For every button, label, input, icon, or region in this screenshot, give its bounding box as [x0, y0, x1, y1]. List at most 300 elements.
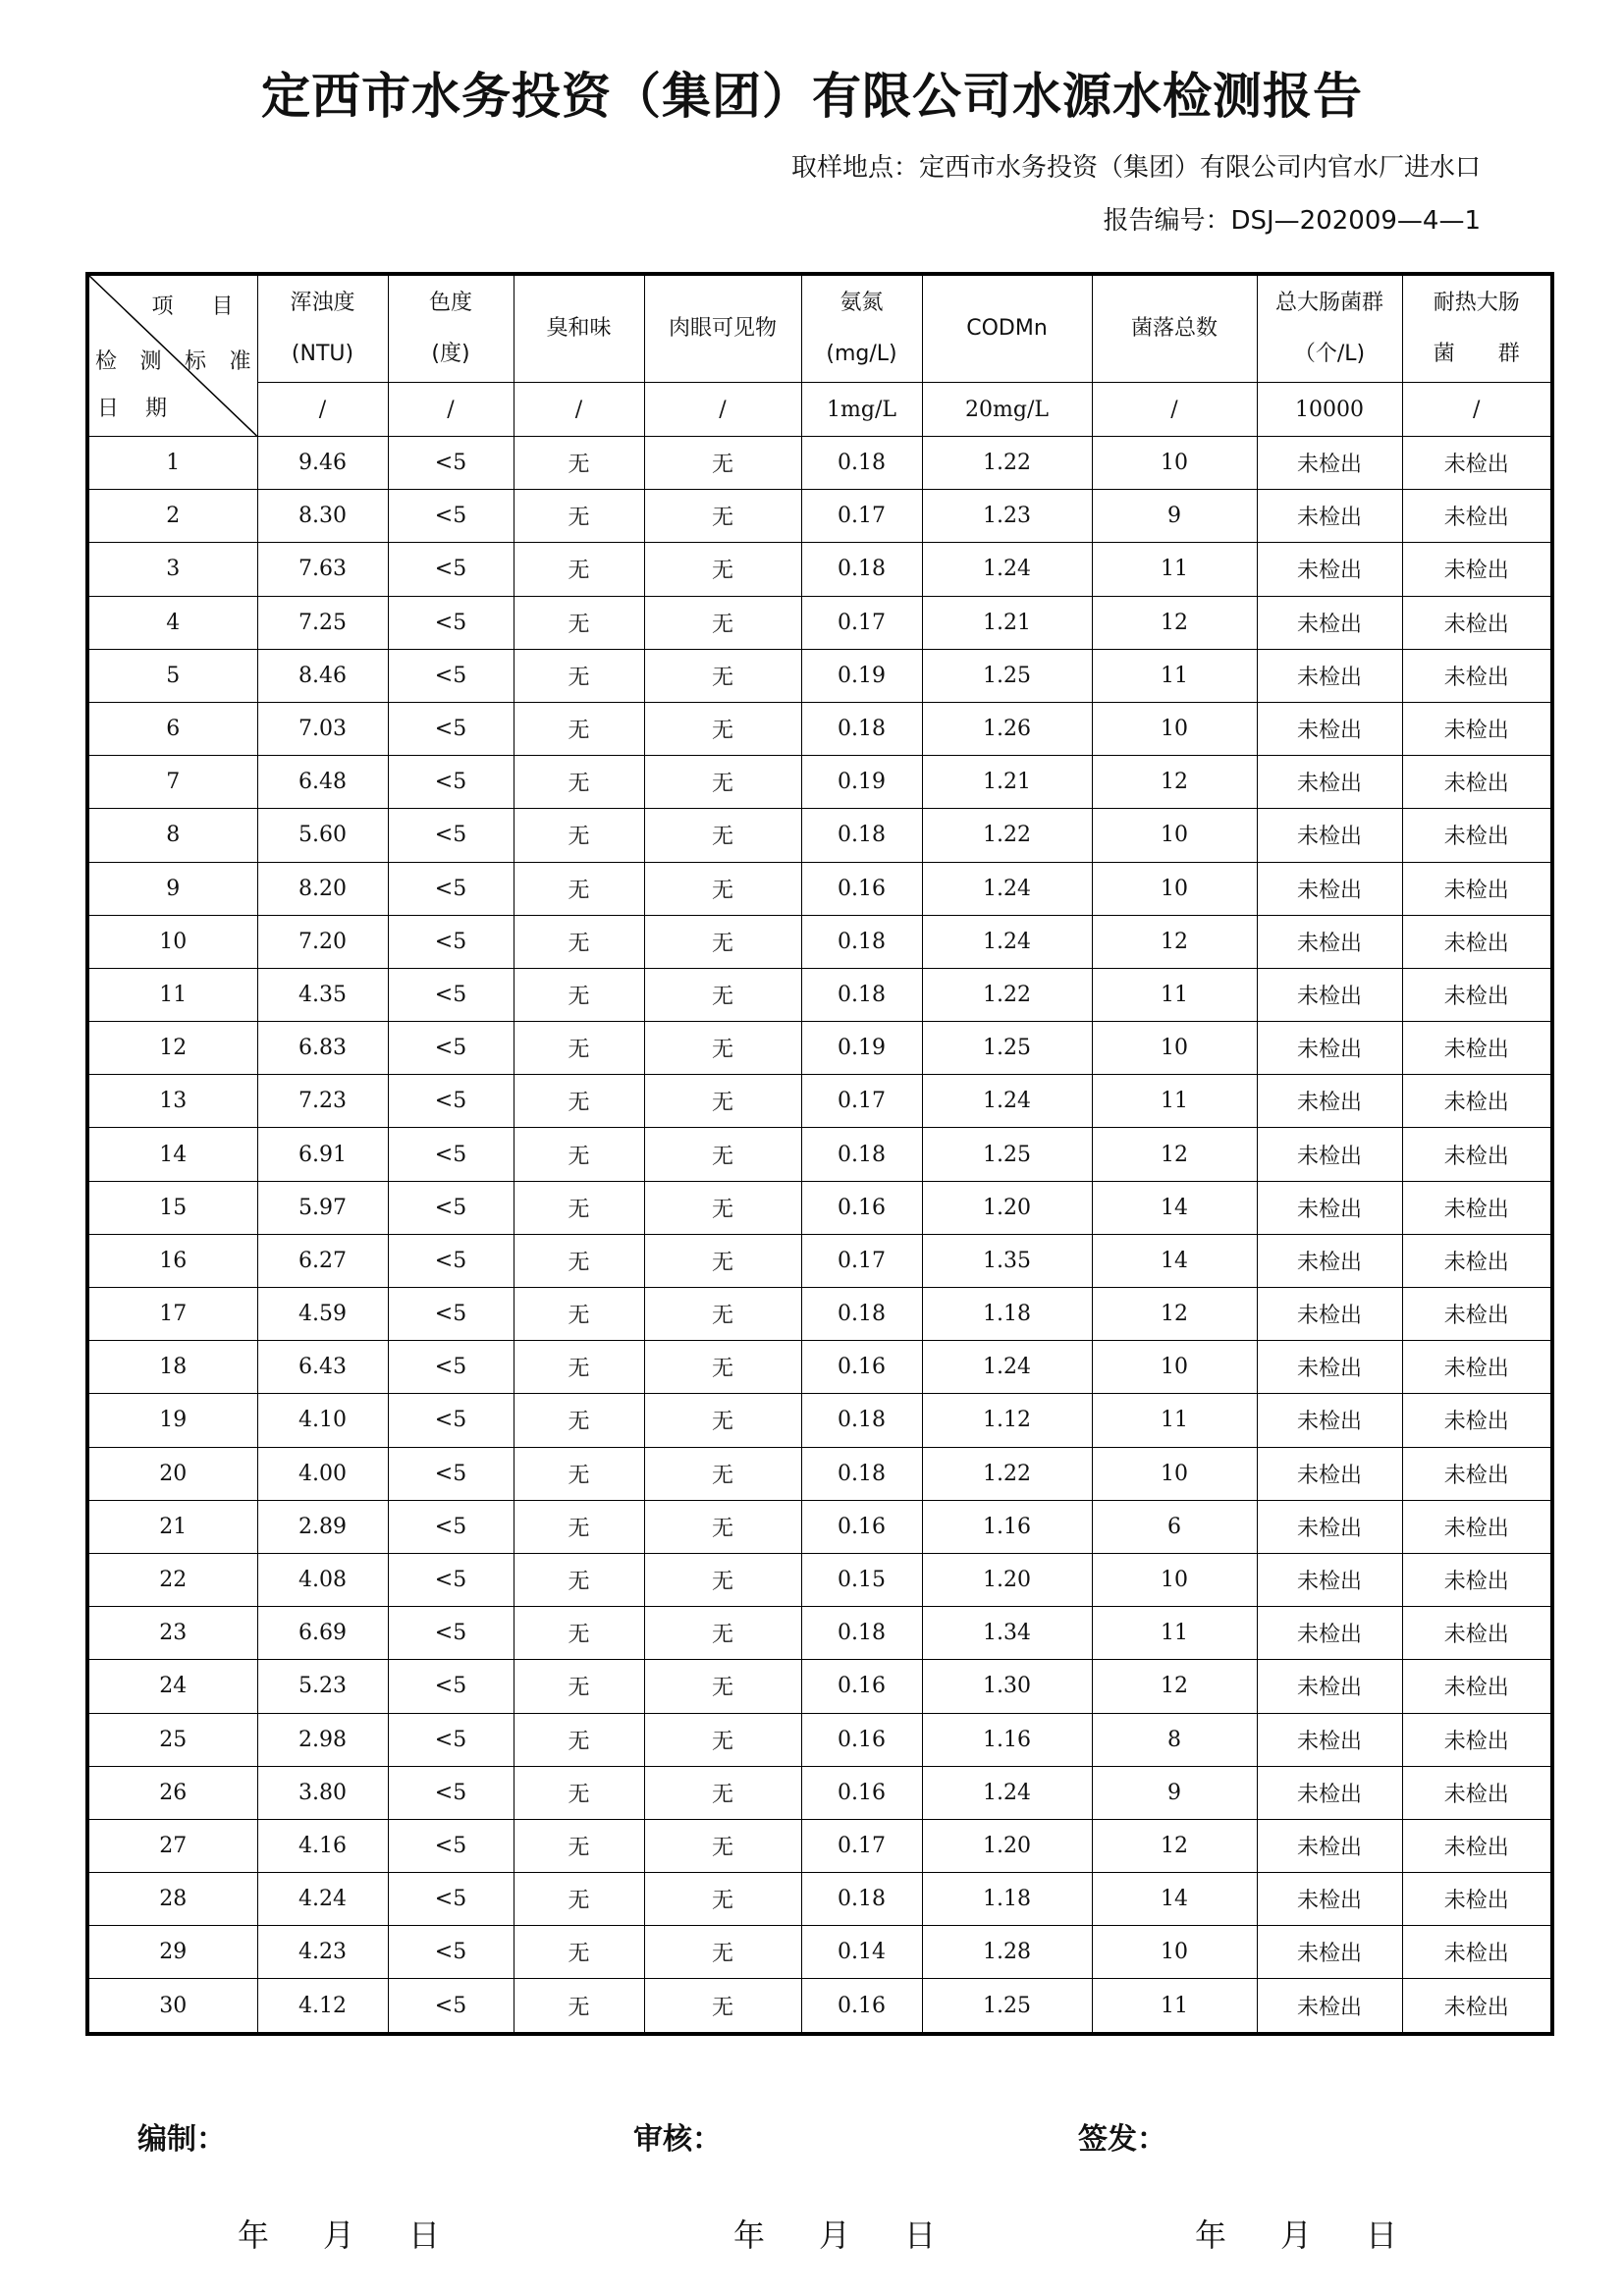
value-cell: <5: [388, 1075, 514, 1128]
value-cell: 0.14: [801, 1926, 922, 1979]
value-cell: 1.22: [922, 1447, 1092, 1500]
value-cell: 未检出: [1402, 915, 1552, 968]
value-cell: 无: [514, 1819, 644, 1872]
value-cell: 6.91: [257, 1128, 388, 1181]
value-cell: <5: [388, 968, 514, 1021]
value-cell: 7.20: [257, 915, 388, 968]
value-cell: <5: [388, 596, 514, 649]
standard-cell-9: /: [1402, 383, 1552, 437]
value-cell: 1.24: [922, 862, 1092, 915]
value-cell: 0.16: [801, 1181, 922, 1234]
day-cell: 25: [87, 1713, 257, 1766]
value-cell: <5: [388, 1766, 514, 1819]
value-cell: 未检出: [1402, 1607, 1552, 1660]
value-cell: <5: [388, 1660, 514, 1713]
value-cell: 1.20: [922, 1181, 1092, 1234]
value-cell: 未检出: [1402, 862, 1552, 915]
value-cell: 0.18: [801, 809, 922, 862]
value-cell: 11: [1092, 649, 1257, 702]
value-cell: 1.24: [922, 1341, 1092, 1394]
value-cell: 未检出: [1257, 1075, 1402, 1128]
value-cell: 0.16: [801, 1979, 922, 2034]
value-cell: 未检出: [1402, 1819, 1552, 1872]
value-cell: <5: [388, 1979, 514, 2034]
table-row: [87, 1022, 1552, 1075]
value-cell: <5: [388, 1394, 514, 1447]
value-cell: 无: [644, 437, 801, 490]
value-cell: 5.23: [257, 1660, 388, 1713]
day-cell: 13: [87, 1075, 257, 1128]
value-cell: 未检出: [1402, 1979, 1552, 2034]
value-cell: 11: [1092, 1075, 1257, 1128]
value-cell: 12: [1092, 1660, 1257, 1713]
value-cell: 无: [514, 1979, 644, 2034]
value-cell: 6.48: [257, 756, 388, 809]
value-cell: 无: [644, 596, 801, 649]
value-cell: <5: [388, 702, 514, 755]
table-row: [87, 1607, 1552, 1660]
value-cell: 无: [514, 1660, 644, 1713]
value-cell: 1.28: [922, 1926, 1092, 1979]
value-cell: 1.16: [922, 1713, 1092, 1766]
header-row: [87, 274, 1552, 383]
sampling-location: 取样地点：定西市水务投资（集团）有限公司内官水厂进水口: [790, 153, 1481, 183]
day-cell: 12: [87, 1022, 257, 1075]
value-cell: <5: [388, 1819, 514, 1872]
value-cell: 10: [1092, 1341, 1257, 1394]
value-cell: 0.16: [801, 862, 922, 915]
value-cell: 6.69: [257, 1607, 388, 1660]
value-cell: 12: [1092, 1128, 1257, 1181]
compile-date: 年 月 日: [238, 2216, 441, 2254]
value-cell: 0.17: [801, 490, 922, 543]
value-cell: 1.22: [922, 968, 1092, 1021]
value-cell: 未检出: [1257, 1766, 1402, 1819]
value-cell: 14: [1092, 1873, 1257, 1926]
value-cell: 0.18: [801, 1607, 922, 1660]
value-cell: 无: [514, 596, 644, 649]
value-cell: 无: [644, 1500, 801, 1553]
table-row: [87, 1979, 1552, 2034]
value-cell: 未检出: [1257, 437, 1402, 490]
value-cell: 0.18: [801, 437, 922, 490]
value-cell: <5: [388, 1341, 514, 1394]
value-cell: 未检出: [1257, 1288, 1402, 1341]
standard-cell-5: 1mg/L: [801, 383, 922, 437]
value-cell: 未检出: [1402, 490, 1552, 543]
value-cell: 1.25: [922, 1128, 1092, 1181]
table-row: [87, 915, 1552, 968]
value-cell: 未检出: [1257, 1341, 1402, 1394]
table-row: [87, 809, 1552, 862]
value-cell: 无: [644, 1873, 801, 1926]
value-cell: 未检出: [1402, 1341, 1552, 1394]
value-cell: 未检出: [1257, 1234, 1402, 1287]
day-cell: 3: [87, 543, 257, 596]
report-title: 定西市水务投资（集团）有限公司水源水检测报告: [261, 68, 1363, 125]
value-cell: 未检出: [1402, 1394, 1552, 1447]
value-cell: 未检出: [1402, 543, 1552, 596]
value-cell: 未检出: [1257, 1553, 1402, 1606]
value-cell: 无: [644, 702, 801, 755]
value-cell: 无: [644, 1022, 801, 1075]
value-cell: 9: [1092, 490, 1257, 543]
value-cell: 未检出: [1257, 1022, 1402, 1075]
value-cell: 8: [1092, 1713, 1257, 1766]
value-cell: 未检出: [1402, 1022, 1552, 1075]
column-header-5: 氨氮 (mg/L): [801, 274, 922, 383]
value-cell: 无: [514, 1075, 644, 1128]
value-cell: 未检出: [1257, 1394, 1402, 1447]
day-cell: 24: [87, 1660, 257, 1713]
value-cell: 无: [644, 1979, 801, 2034]
value-cell: 无: [514, 915, 644, 968]
value-cell: 1.25: [922, 1022, 1092, 1075]
value-cell: 0.17: [801, 596, 922, 649]
value-cell: 14: [1092, 1234, 1257, 1287]
value-cell: 1.24: [922, 543, 1092, 596]
column-header-8: 总大肠菌群 （个/L): [1257, 274, 1402, 383]
value-cell: 未检出: [1402, 596, 1552, 649]
value-cell: 11: [1092, 1979, 1257, 2034]
standard-cell-7: /: [1092, 383, 1257, 437]
table-row: [87, 437, 1552, 490]
value-cell: 未检出: [1402, 756, 1552, 809]
day-cell: 17: [87, 1288, 257, 1341]
value-cell: 10: [1092, 1926, 1257, 1979]
value-cell: 无: [514, 809, 644, 862]
value-cell: 未检出: [1257, 1128, 1402, 1181]
value-cell: 8.20: [257, 862, 388, 915]
value-cell: 1.21: [922, 756, 1092, 809]
value-cell: 0.19: [801, 1022, 922, 1075]
value-cell: 无: [644, 1660, 801, 1713]
value-cell: 7.03: [257, 702, 388, 755]
value-cell: 1.25: [922, 649, 1092, 702]
value-cell: 未检出: [1257, 915, 1402, 968]
table-row: [87, 702, 1552, 755]
value-cell: 0.16: [801, 1766, 922, 1819]
value-cell: 0.18: [801, 1394, 922, 1447]
value-cell: 无: [514, 702, 644, 755]
value-cell: 1.18: [922, 1288, 1092, 1341]
value-cell: 无: [644, 1288, 801, 1341]
value-cell: 6.43: [257, 1341, 388, 1394]
column-header-4: 肉眼可见物: [644, 274, 801, 383]
value-cell: 无: [514, 1713, 644, 1766]
value-cell: 无: [514, 1500, 644, 1553]
value-cell: 无: [644, 543, 801, 596]
value-cell: 未检出: [1402, 1500, 1552, 1553]
value-cell: 未检出: [1402, 1181, 1552, 1234]
issued-by-label: 签发：: [1078, 2122, 1166, 2157]
value-cell: 5.60: [257, 809, 388, 862]
value-cell: 9: [1092, 1766, 1257, 1819]
value-cell: 无: [644, 1075, 801, 1128]
value-cell: 1.24: [922, 1075, 1092, 1128]
value-cell: 未检出: [1402, 702, 1552, 755]
value-cell: 7.63: [257, 543, 388, 596]
value-cell: 无: [644, 1713, 801, 1766]
value-cell: 无: [644, 1341, 801, 1394]
value-cell: 0.18: [801, 915, 922, 968]
table-row: [87, 862, 1552, 915]
value-cell: 无: [514, 862, 644, 915]
table-row: [87, 1660, 1552, 1713]
value-cell: 1.26: [922, 702, 1092, 755]
compiled-by-label: 编制：: [137, 2122, 226, 2157]
value-cell: 7.23: [257, 1075, 388, 1128]
corner-item-label: 项 目: [151, 294, 249, 319]
value-cell: 4.35: [257, 968, 388, 1021]
issue-date: 年 月 日: [1195, 2216, 1398, 2254]
table-row: [87, 1926, 1552, 1979]
value-cell: 无: [644, 809, 801, 862]
value-cell: 3.80: [257, 1766, 388, 1819]
value-cell: 未检出: [1257, 1713, 1402, 1766]
day-cell: 20: [87, 1447, 257, 1500]
value-cell: 0.18: [801, 968, 922, 1021]
value-cell: 12: [1092, 1288, 1257, 1341]
value-cell: 未检出: [1257, 968, 1402, 1021]
value-cell: 无: [644, 1128, 801, 1181]
value-cell: 无: [644, 1553, 801, 1606]
value-cell: 未检出: [1402, 968, 1552, 1021]
value-cell: 0.18: [801, 1288, 922, 1341]
value-cell: <5: [388, 649, 514, 702]
value-cell: 未检出: [1257, 649, 1402, 702]
value-cell: 无: [514, 1341, 644, 1394]
day-cell: 26: [87, 1766, 257, 1819]
value-cell: 未检出: [1402, 1234, 1552, 1287]
value-cell: 未检出: [1257, 1926, 1402, 1979]
value-cell: 1.12: [922, 1394, 1092, 1447]
value-cell: 无: [514, 1181, 644, 1234]
corner-header-cell: [87, 274, 257, 437]
value-cell: <5: [388, 1713, 514, 1766]
value-cell: 无: [644, 1181, 801, 1234]
reviewed-by-label: 审核：: [633, 2122, 722, 2157]
day-cell: 5: [87, 649, 257, 702]
value-cell: 无: [514, 1394, 644, 1447]
value-cell: <5: [388, 1926, 514, 1979]
table-row: [87, 1500, 1552, 1553]
value-cell: 无: [644, 968, 801, 1021]
value-cell: 未检出: [1402, 1713, 1552, 1766]
value-cell: 1.35: [922, 1234, 1092, 1287]
corner-standard-label: 检 测 标 准: [95, 349, 251, 374]
value-cell: 4.00: [257, 1447, 388, 1500]
day-cell: 2: [87, 490, 257, 543]
value-cell: 未检出: [1257, 1500, 1402, 1553]
value-cell: 无: [644, 1926, 801, 1979]
value-cell: 6: [1092, 1500, 1257, 1553]
value-cell: <5: [388, 1553, 514, 1606]
standard-cell-3: /: [514, 383, 644, 437]
value-cell: 10: [1092, 809, 1257, 862]
value-cell: 11: [1092, 968, 1257, 1021]
value-cell: 0.18: [801, 1873, 922, 1926]
value-cell: 无: [514, 543, 644, 596]
table-row: [87, 490, 1552, 543]
value-cell: 未检出: [1257, 1819, 1402, 1872]
day-cell: 10: [87, 915, 257, 968]
value-cell: 无: [644, 915, 801, 968]
value-cell: 1.30: [922, 1660, 1092, 1713]
review-date: 年 月 日: [733, 2216, 937, 2254]
value-cell: 0.17: [801, 1075, 922, 1128]
day-cell: 7: [87, 756, 257, 809]
value-cell: 1.16: [922, 1500, 1092, 1553]
standard-row: [87, 383, 1552, 437]
value-cell: <5: [388, 490, 514, 543]
value-cell: 无: [644, 1819, 801, 1872]
value-cell: 12: [1092, 596, 1257, 649]
value-cell: 未检出: [1257, 756, 1402, 809]
value-cell: <5: [388, 809, 514, 862]
standard-cell-6: 20mg/L: [922, 383, 1092, 437]
column-header-6: CODMn: [922, 274, 1092, 383]
value-cell: <5: [388, 543, 514, 596]
value-cell: 未检出: [1257, 490, 1402, 543]
value-cell: <5: [388, 756, 514, 809]
value-cell: 10: [1092, 1553, 1257, 1606]
value-cell: 1.20: [922, 1553, 1092, 1606]
day-cell: 29: [87, 1926, 257, 1979]
value-cell: 2.98: [257, 1713, 388, 1766]
day-cell: 14: [87, 1128, 257, 1181]
column-header-2: 色度 (度): [388, 274, 514, 383]
value-cell: 1.24: [922, 915, 1092, 968]
value-cell: 0.16: [801, 1341, 922, 1394]
value-cell: 0.16: [801, 1500, 922, 1553]
value-cell: <5: [388, 1288, 514, 1341]
value-cell: <5: [388, 437, 514, 490]
day-cell: 23: [87, 1607, 257, 1660]
report-number: 报告编号：DSJ—202009—4—1: [1103, 206, 1481, 236]
value-cell: 4.59: [257, 1288, 388, 1341]
value-cell: 10: [1092, 1022, 1257, 1075]
day-cell: 21: [87, 1500, 257, 1553]
value-cell: 0.16: [801, 1660, 922, 1713]
value-cell: <5: [388, 915, 514, 968]
value-cell: 无: [644, 756, 801, 809]
value-cell: 4.10: [257, 1394, 388, 1447]
value-cell: 0.19: [801, 649, 922, 702]
day-cell: 8: [87, 809, 257, 862]
value-cell: 10: [1092, 702, 1257, 755]
value-cell: 未检出: [1402, 1288, 1552, 1341]
value-cell: 未检出: [1402, 1128, 1552, 1181]
value-cell: 4.23: [257, 1926, 388, 1979]
table-row: [87, 756, 1552, 809]
table-row: [87, 1075, 1552, 1128]
table-row: [87, 1288, 1552, 1341]
value-cell: 12: [1092, 915, 1257, 968]
value-cell: 1.24: [922, 1766, 1092, 1819]
value-cell: 1.22: [922, 809, 1092, 862]
value-cell: 未检出: [1402, 1873, 1552, 1926]
value-cell: 无: [514, 1128, 644, 1181]
value-cell: 无: [514, 490, 644, 543]
value-cell: 未检出: [1402, 1766, 1552, 1819]
value-cell: 10: [1092, 1447, 1257, 1500]
value-cell: 1.22: [922, 437, 1092, 490]
value-cell: 未检出: [1402, 809, 1552, 862]
value-cell: 0.17: [801, 1819, 922, 1872]
value-cell: <5: [388, 1022, 514, 1075]
value-cell: <5: [388, 1234, 514, 1287]
value-cell: <5: [388, 1500, 514, 1553]
standard-cell-1: /: [257, 383, 388, 437]
table-row: [87, 1819, 1552, 1872]
value-cell: 无: [644, 862, 801, 915]
table-row: [87, 1341, 1552, 1394]
day-cell: 4: [87, 596, 257, 649]
value-cell: 无: [644, 1234, 801, 1287]
value-cell: 4.08: [257, 1553, 388, 1606]
value-cell: 未检出: [1257, 1979, 1402, 2034]
value-cell: 未检出: [1257, 1873, 1402, 1926]
value-cell: <5: [388, 1607, 514, 1660]
standard-cell-4: /: [644, 383, 801, 437]
value-cell: 0.18: [801, 543, 922, 596]
table-row: [87, 1128, 1552, 1181]
value-cell: 4.24: [257, 1873, 388, 1926]
column-header-1: 浑浊度 (NTU): [257, 274, 388, 383]
value-cell: 无: [514, 437, 644, 490]
value-cell: 11: [1092, 1607, 1257, 1660]
value-cell: 未检出: [1402, 649, 1552, 702]
value-cell: 未检出: [1402, 437, 1552, 490]
value-cell: 未检出: [1257, 1181, 1402, 1234]
value-cell: 未检出: [1257, 1660, 1402, 1713]
day-cell: 22: [87, 1553, 257, 1606]
value-cell: 无: [644, 1394, 801, 1447]
value-cell: 8.46: [257, 649, 388, 702]
value-cell: 无: [514, 1766, 644, 1819]
table-row: [87, 1873, 1552, 1926]
day-cell: 16: [87, 1234, 257, 1287]
value-cell: 7.25: [257, 596, 388, 649]
table-row: [87, 1181, 1552, 1234]
value-cell: <5: [388, 1181, 514, 1234]
day-cell: 11: [87, 968, 257, 1021]
value-cell: 无: [644, 1766, 801, 1819]
value-cell: 无: [514, 1022, 644, 1075]
standard-cell-8: 10000: [1257, 383, 1402, 437]
value-cell: 无: [514, 1873, 644, 1926]
table-row: [87, 1234, 1552, 1287]
value-cell: 6.27: [257, 1234, 388, 1287]
table-row: [87, 649, 1552, 702]
value-cell: 0.15: [801, 1553, 922, 1606]
value-cell: 12: [1092, 756, 1257, 809]
value-cell: 无: [514, 649, 644, 702]
value-cell: 1.25: [922, 1979, 1092, 2034]
value-cell: 无: [644, 490, 801, 543]
value-cell: <5: [388, 1447, 514, 1500]
day-cell: 6: [87, 702, 257, 755]
value-cell: 11: [1092, 543, 1257, 596]
value-cell: 无: [644, 1607, 801, 1660]
value-cell: 无: [644, 649, 801, 702]
day-cell: 27: [87, 1819, 257, 1872]
value-cell: <5: [388, 1873, 514, 1926]
value-cell: 12: [1092, 1819, 1257, 1872]
table-row: [87, 968, 1552, 1021]
column-header-9: 耐热大肠 菌 群: [1402, 274, 1552, 383]
